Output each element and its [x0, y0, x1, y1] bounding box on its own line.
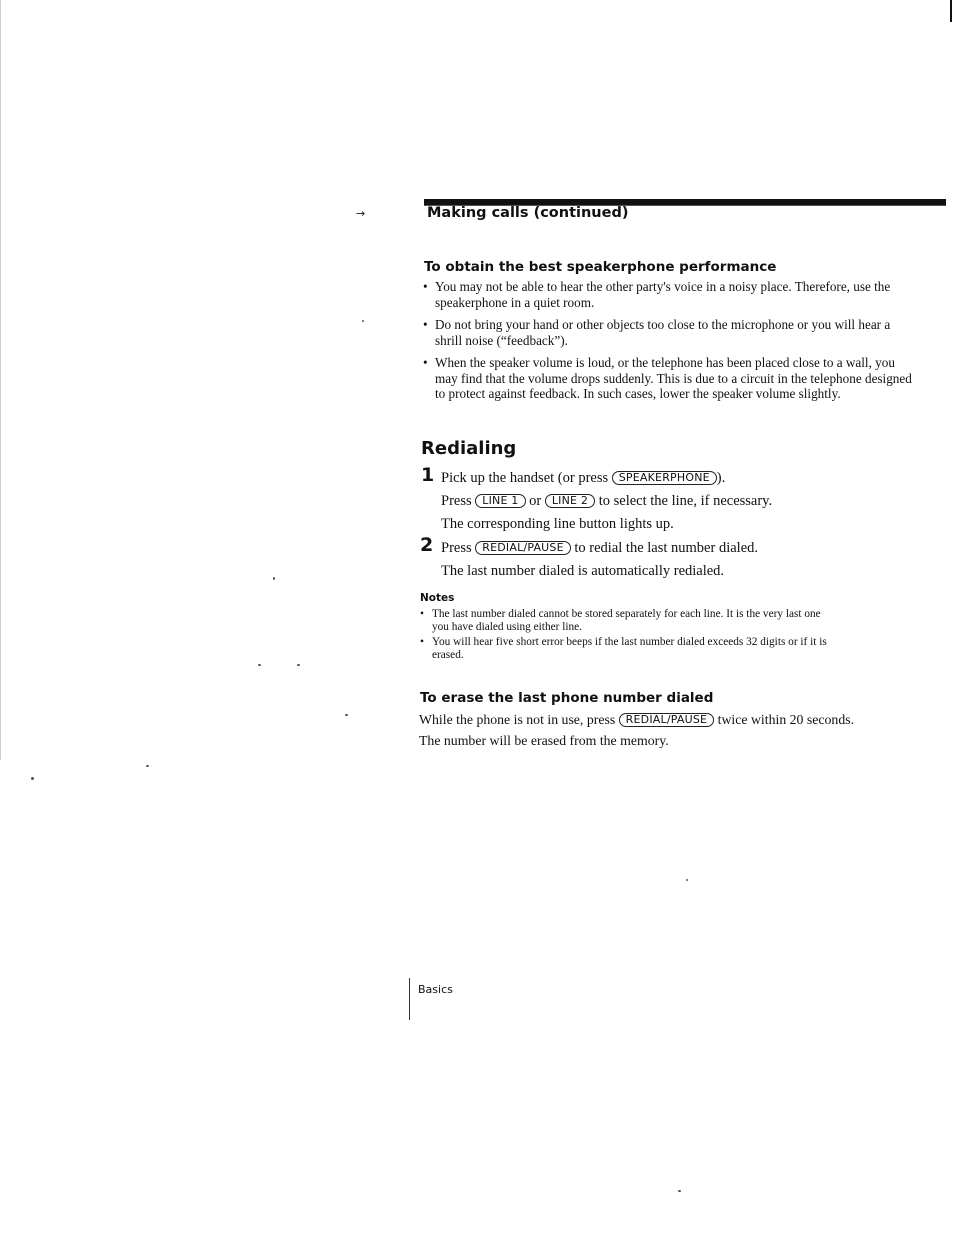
footer-bar [409, 978, 410, 1020]
section-title: Making calls (continued) [427, 205, 629, 221]
erase-line1 [419, 711, 854, 729]
step1-line2-text: Press [441, 493, 472, 509]
step1-line1 [441, 469, 725, 487]
step1-line2 [441, 492, 772, 510]
redial-pause-key: REDIAL/PAUSE [475, 541, 571, 555]
speakerphone-heading: To obtain the best speakerphone performance [424, 259, 777, 275]
step1-line2-post: to select the line, if necessary. [598, 493, 773, 509]
step1-line2-or: or [529, 493, 542, 509]
redial-pause-key: REDIAL/PAUSE [619, 713, 715, 727]
page-edge-mark [950, 0, 952, 22]
erase-heading: To erase the last phone number dialed [420, 690, 714, 706]
step1-line1-text: Pick up the handset (or press [441, 470, 609, 486]
line2-key: LINE 2 [545, 494, 595, 508]
note-item: • The last number dialed cannot be stored separately for each line. It is the very last one you have dialed using either line. [420, 608, 836, 633]
erase-line1-text: While the phone is not in use, press [419, 712, 616, 727]
scan-speck [258, 664, 261, 666]
line1-key: LINE 1 [475, 494, 525, 508]
scan-speck [31, 777, 34, 780]
note-item: • You will hear five short error beeps if the last number dialed exceeds 32 digits or if it is erased. [420, 636, 836, 661]
step-number-1: 1 [421, 464, 435, 486]
notes-title: Notes [420, 592, 455, 604]
notes-list [420, 608, 836, 664]
scan-speck [362, 320, 364, 322]
step2-line1-text: Press [441, 540, 472, 556]
step1-line3: The corresponding line button lights up. [441, 516, 674, 532]
scan-speck [686, 879, 688, 881]
step2-line1 [441, 539, 758, 557]
scan-speck [273, 577, 275, 580]
speakerphone-key: SPEAKERPHONE [612, 471, 717, 485]
bullet-item: • You may not be able to hear the other party's voice in a noisy place. Therefore, use the speakerphone in a quiet room. [423, 279, 915, 310]
erase-line1-post: twice within 20 seconds. [717, 712, 855, 727]
step2-line2: The last number dialed is automatically redialed. [441, 563, 725, 579]
scan-speck [146, 765, 149, 767]
page-edge-line [0, 0, 1, 760]
arrow-marker-icon: → [356, 207, 366, 220]
scan-speck [297, 664, 300, 666]
speakerphone-bullet-list [423, 279, 915, 409]
bullet-item: • When the speaker volume is loud, or the telephone has been placed close to a wall, you may find that the volume drops suddenly. This is due to a circuit in the telephone designed to protect against feedback. In such cases, lower the speaker volume slightly. [423, 355, 915, 402]
erase-line2: The number will be erased from the memory. [419, 733, 669, 748]
bullet-item: • Do not bring your hand or other objects too close to the microphone or you will hear a shrill noise (“feedback”). [423, 317, 915, 348]
scan-speck [678, 1190, 681, 1192]
step-number-2: 2 [420, 534, 434, 556]
redialing-heading: Redialing [421, 438, 517, 459]
step1-line1-post: ). [716, 470, 726, 486]
scan-speck [345, 714, 348, 716]
footer-section-label: Basics [418, 983, 453, 996]
step2-line1-post: to redial the last number dialed. [574, 540, 758, 556]
